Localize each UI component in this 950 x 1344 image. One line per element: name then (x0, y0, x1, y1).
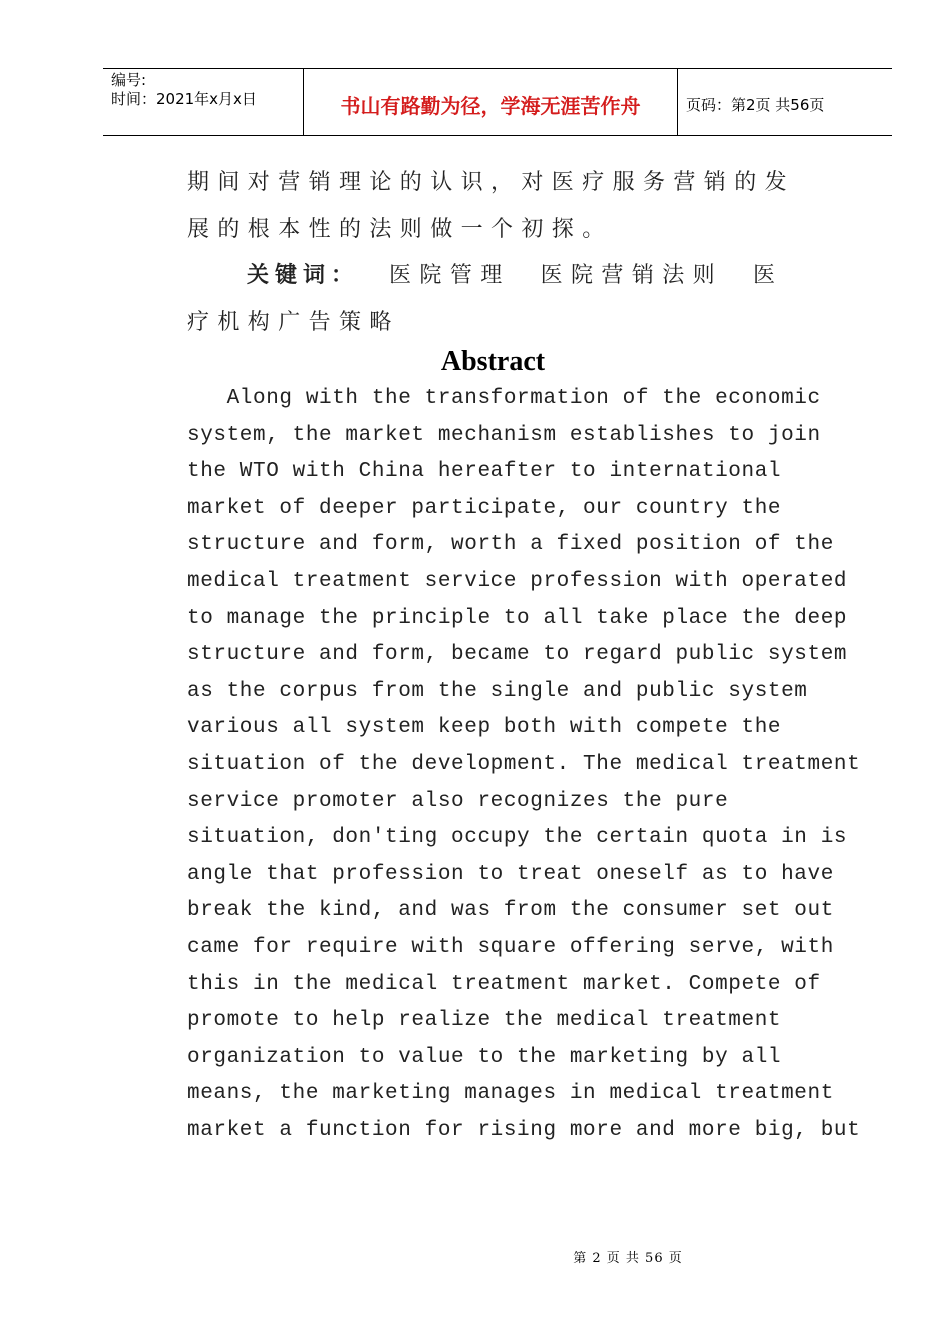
keywords-label: 关键词： (247, 263, 360, 288)
keywords-line (187, 258, 807, 289)
abstract-line: medical treatment service profession with operated (187, 570, 848, 593)
abstract-line: market of deeper participate, our country the (187, 496, 782, 520)
chinese-line-1: 期间对营销理论的认识，对医疗服务营销的发 (187, 170, 796, 195)
abstract-line: structure and form, became to regard public system (187, 643, 848, 667)
abstract-title: Abstract (440, 346, 546, 377)
abstract-line: various all system keep both with compete the (187, 716, 782, 740)
abstract-line: angle that profession to treat oneself as to have (187, 862, 834, 886)
abstract-line: organization to value to the marketing by all (187, 1045, 782, 1069)
header-page-cell (678, 69, 892, 135)
keyword-hospital-marketing: 医院营销法则 (540, 263, 724, 288)
abstract-line: situation, don'ting occupy the certain quota in is (187, 826, 848, 850)
motto-text: 书山有路勤为径，学海无涯苦作舟 (340, 93, 641, 118)
page-footer: 第 2 页 共 56 页 (573, 1251, 683, 1266)
abstract-line: promote to help realize the medical treatment (187, 1009, 782, 1033)
keyword-hospital-management: 医院管理 (389, 263, 511, 288)
abstract-line: this in the medical treatment market. Compete of (187, 972, 821, 996)
keyword-advertising-part1: 医 (753, 263, 784, 288)
abstract-line: means, the marketing manages in medical treatment (187, 1082, 834, 1106)
abstract-line: to manage the principle to all take place the deep (187, 606, 848, 630)
abstract-line: as the corpus from the single and public system (187, 679, 808, 703)
abstract-line: service promoter also recognizes the pure (187, 789, 729, 813)
abstract-line: the WTO with China hereafter to international (187, 460, 782, 484)
keywords-line-2: 疗机构广告策略 (187, 310, 400, 335)
abstract-line: came for require with square offering serve, with (187, 936, 834, 959)
abstract-line: situation of the development. The medical treatment (187, 753, 861, 776)
number-label: 编号: (111, 71, 147, 89)
header-meta-cell (103, 69, 304, 135)
abstract-line: structure and form, worth a fixed position of the (187, 533, 834, 557)
page-info: 页码：第2页 共56页 (686, 95, 825, 114)
abstract-line: system, the market mechanism establishes to join (187, 423, 821, 447)
abstract-line: break the kind, and was from the consumer set out (187, 899, 834, 923)
time-label: 时间：2021年x月x日 (111, 90, 257, 108)
abstract-line: Along with the transformation of the economic (187, 387, 821, 410)
chinese-line-2: 展的根本性的法则做一个初探。 (187, 217, 613, 242)
header-motto-cell (304, 69, 678, 135)
page-header (103, 68, 892, 136)
abstract-line: market a function for rising more and more big, but (187, 1119, 861, 1142)
